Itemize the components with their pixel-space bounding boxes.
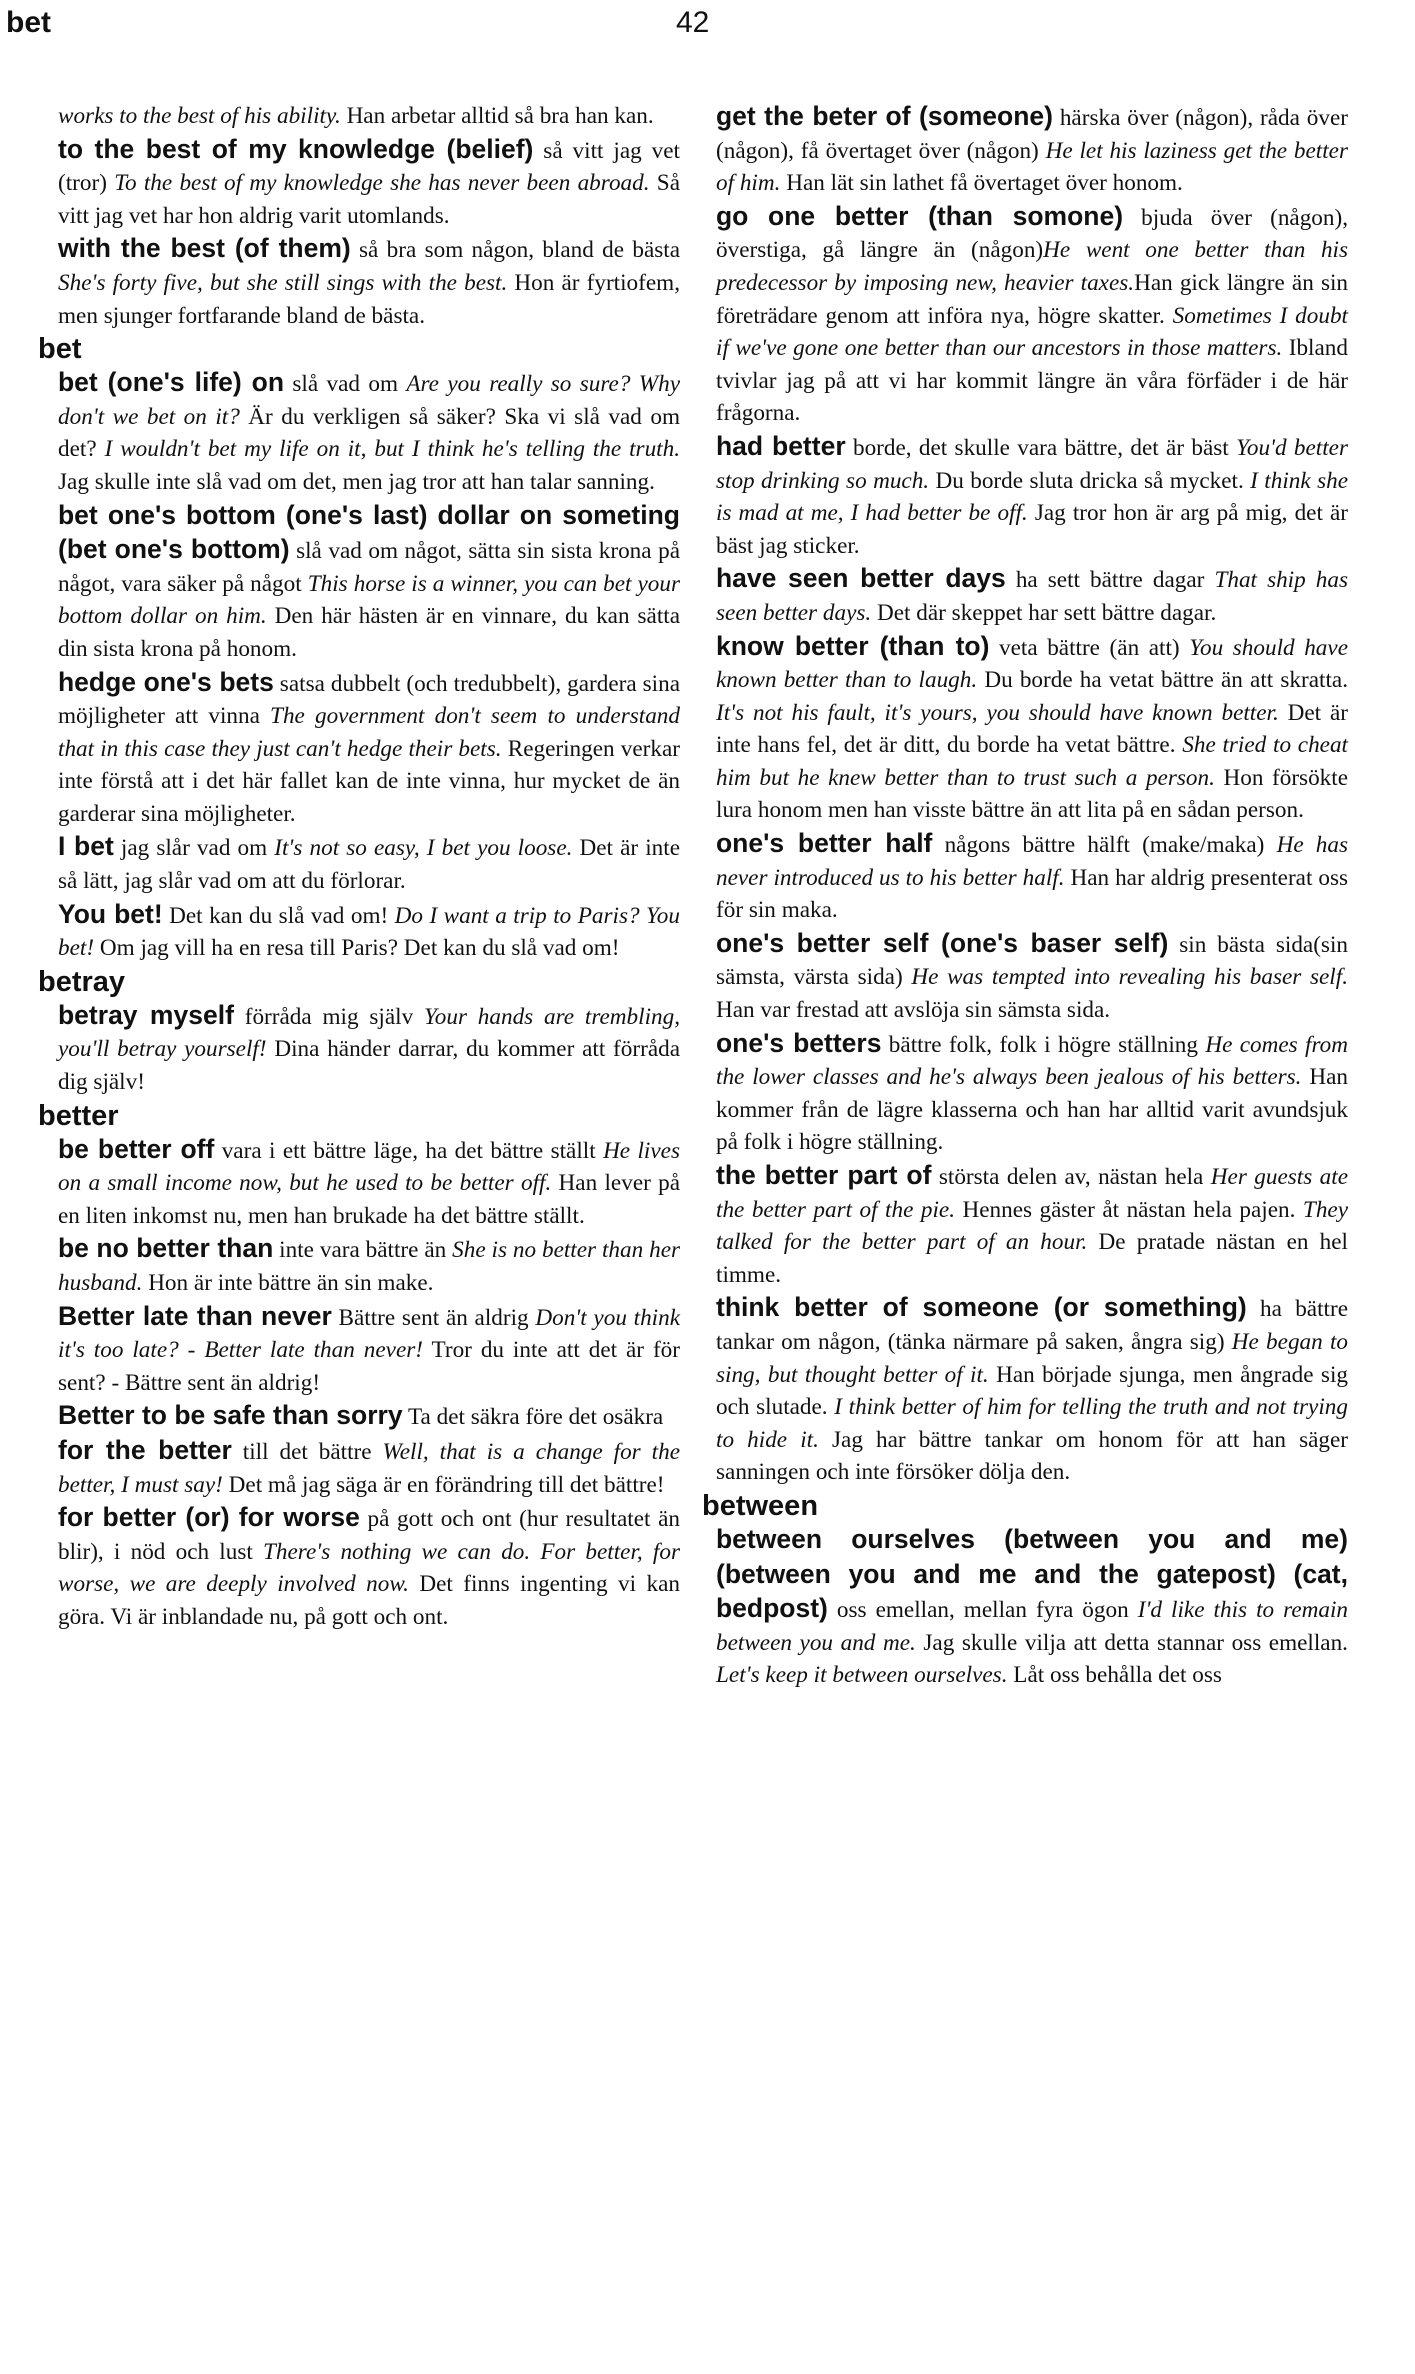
entry-definition: ha bättre tankar om någon, (tänka närmare på saken, ångra sig) bbox=[716, 1296, 1349, 1355]
entry-phrase: hedge one's bets bbox=[58, 666, 274, 697]
right-column bbox=[702, 100, 1349, 1692]
example-translation: Det är inte så lätt, jag slår vad om att du förlorar. bbox=[58, 835, 680, 895]
example-sentence: Don't you think it's too late? - Better late than never! bbox=[58, 1304, 680, 1364]
example-translation: Hon är inte bättre än sin make. bbox=[142, 1270, 434, 1296]
example-translation: Han var frestad att avslöja sin sämsta sida. bbox=[716, 997, 1111, 1024]
headword: between bbox=[702, 1489, 819, 1522]
entry-definition: sin bästa sida(sin sämsta, värsta sida) bbox=[716, 931, 1348, 991]
example-translation: Han gick längre än sin företrädare genom att införa nya, högre skatter. bbox=[716, 269, 1348, 329]
dictionary-entry bbox=[716, 200, 1348, 430]
entry-definition: ha sett bättre dagar bbox=[1005, 567, 1215, 594]
entry-definition: Det kan du slå vad om! bbox=[162, 902, 395, 929]
entry-definition: härska över (någon), råda över (någon), få övertaget över (någon) bbox=[716, 105, 1348, 164]
example-translation: Han lever på en liten inkomst nu, men han brukade ha det bättre ställt. bbox=[58, 1170, 681, 1229]
example-sentence: He comes from the lower classes and he's always been jealous of his betters. bbox=[716, 1031, 1348, 1091]
example-sentence: You'd better stop drinking so much. bbox=[716, 434, 1348, 494]
example-sentence: It's not his fault, it's yours, you should have known better. bbox=[716, 699, 1279, 726]
dictionary-entry bbox=[58, 133, 680, 233]
entry-phrase: had better bbox=[716, 430, 846, 461]
example-sentence: He lives on a small income now, but he used to be better off. bbox=[58, 1137, 680, 1197]
entry-definition: så vitt jag vet (tror) bbox=[58, 137, 680, 197]
dictionary-entry bbox=[716, 827, 1348, 927]
entry-definition: förråda mig själv bbox=[233, 1003, 424, 1030]
entry-phrase: one's betters bbox=[716, 1027, 882, 1058]
example-translation: Det där skeppet har sett bättre dagar. bbox=[871, 599, 1217, 626]
entry-phrase: betray myself bbox=[58, 999, 234, 1030]
running-header bbox=[0, 4, 1415, 44]
entry-phrase: to the best of my knowledge (belief) bbox=[58, 133, 534, 164]
example-sentence: Well, that is a change for the better, I must say! bbox=[58, 1438, 680, 1498]
dictionary-entry bbox=[58, 366, 680, 498]
example-sentence: They talked for the better part of an hour. bbox=[716, 1196, 1348, 1256]
example-translation: Tror du inte att det är för sent? - Bättre sent än aldrig! bbox=[58, 1337, 680, 1396]
entry-phrase: go one better (than somone) bbox=[716, 200, 1124, 231]
example-translation: Den här hästen är en vinnare, du kan sätta din sista krona på honom. bbox=[58, 603, 680, 662]
entry-phrase: one's better half bbox=[716, 828, 933, 859]
dictionary-entry bbox=[58, 1232, 680, 1299]
entry-phrase: get the beter of (someone) bbox=[716, 101, 1053, 131]
example-sentence: I wouldn't bet my life on it, but I think he's telling the truth. bbox=[104, 436, 681, 463]
entry-phrase: for the better bbox=[58, 1434, 232, 1465]
example-translation: Han arbetar alltid så bra han kan. bbox=[340, 103, 654, 129]
dictionary-entry bbox=[58, 232, 680, 332]
example-sentence: This horse is a winner, you can bet your bottom dollar on him. bbox=[58, 570, 680, 630]
example-sentence: She's forty five, but she still sings with the best. bbox=[58, 269, 508, 296]
example-sentence: He was tempted into revealing his baser self. bbox=[911, 964, 1348, 991]
entry-definition: någons bättre hälft (make/maka) bbox=[932, 832, 1277, 859]
entry-definition: slå vad om något, sätta sin sista krona på något, vara säker på något bbox=[58, 538, 680, 597]
entry-phrase: bet (one's life) on bbox=[58, 367, 285, 398]
entry-phrase: Better to be safe than sorry bbox=[58, 1400, 403, 1431]
entry-definition: jag slår vad om bbox=[113, 835, 275, 862]
entry-phrase: You bet! bbox=[58, 898, 163, 929]
example-translation: Jag tror hon är arg på mig, det är bäst jag sticker. bbox=[716, 500, 1348, 559]
example-sentence: Your hands are trembling, you'll betray yourself! bbox=[58, 1003, 680, 1063]
entry-definition: Ta det säkra före det osäkra bbox=[402, 1404, 664, 1431]
example-sentence: I'd like this to remain between you and me. bbox=[716, 1597, 1348, 1656]
left-column bbox=[38, 100, 681, 1634]
dictionary-entry bbox=[58, 830, 680, 897]
dictionary-entry bbox=[58, 1300, 680, 1400]
entry-definition: Bättre sent än aldrig bbox=[331, 1304, 536, 1331]
example-sentence: There's nothing we can do. For better, for worse, we are deeply involved now. bbox=[58, 1538, 680, 1598]
headword: betray bbox=[38, 965, 126, 998]
dictionary-entry bbox=[716, 927, 1348, 1027]
entry-phrase: between ourselves (between you and me) (between you and me and the gatepost) (cat, bedpost) bbox=[716, 1523, 1348, 1624]
example-sentence: The government don't seem to understand that in this case they just can't hedge their bets. bbox=[58, 703, 680, 762]
example-sentence: You should have known better than to laugh. bbox=[716, 634, 1348, 694]
entry-definition: bättre folk, folk i högre ställning bbox=[881, 1031, 1206, 1058]
headword: bet bbox=[38, 333, 82, 366]
example-translation: Det må jag säga är en förändring till det bättre! bbox=[222, 1471, 665, 1498]
example-sentence: She tried to cheat him but he knew better than to trust such a person. bbox=[716, 732, 1348, 791]
dictionary-entry bbox=[58, 499, 680, 666]
example-translation: Jag skulle vilja att detta stannar oss emellan. bbox=[915, 1629, 1348, 1656]
headword: better bbox=[38, 1099, 119, 1132]
entry-phrase: one's better self (one's baser self) bbox=[716, 927, 1169, 958]
page-number: 42 bbox=[676, 6, 710, 39]
entry-definition: slå vad om bbox=[284, 371, 407, 398]
dictionary-entry bbox=[716, 630, 1348, 828]
entry-phrase: know better (than to) bbox=[716, 630, 990, 661]
example-translation: Om jag vill ha en resa till Paris? Det kan du slå vad om! bbox=[94, 935, 620, 962]
dictionary-entry bbox=[716, 562, 1348, 629]
entry-phrase: with the best (of them) bbox=[58, 233, 351, 264]
entry-definition: vara i ett bättre läge, ha det bättre ställt bbox=[214, 1137, 604, 1164]
example-sentence: Do I want a trip to Paris? You bet! bbox=[58, 902, 680, 962]
dictionary-entry bbox=[716, 1523, 1348, 1692]
example-translation: Han kommer från de lägre klasserna och han har alltid varit avundsjuk på folk i högre ställning. bbox=[716, 1064, 1348, 1156]
example-translation: Jag har bättre tankar om honom för att han säger sanningen och inte försöker dölja den. bbox=[716, 1426, 1349, 1486]
example-sentence: Are you really so sure? Why don't we bet on it? bbox=[58, 371, 680, 430]
dictionary-entry bbox=[58, 1399, 680, 1434]
example-translation: Du borde ha vetat bättre än att skratta. bbox=[977, 667, 1348, 694]
example-translation: Hon är fyrtiofem, men sjunger fortfarande bland de bästa. bbox=[58, 269, 680, 329]
example-translation: Han har aldrig presenterat oss för sin maka. bbox=[716, 864, 1349, 924]
dictionary-entry bbox=[58, 1434, 680, 1501]
entry-definition: på gott och ont (hur resultatet än blir), i nöd och lust bbox=[58, 1506, 680, 1565]
entry-phrase: have seen better days bbox=[716, 563, 1006, 594]
entry-definition: största delen av, nästan hela bbox=[931, 1164, 1211, 1190]
dictionary-entry bbox=[716, 430, 1348, 562]
example-translation: De pratade nästan en hel timme. bbox=[716, 1229, 1348, 1288]
dictionary-entry bbox=[58, 1501, 680, 1633]
example-sentence: That ship has seen better days. bbox=[716, 567, 1348, 626]
example-translation: Så vitt jag vet har hon aldrig varit utomlands. bbox=[58, 170, 680, 229]
dictionary-entry bbox=[58, 666, 680, 831]
example-translation: Regeringen verkar inte förstå att i det här fallet kan de inte vinna, hur mycket de än garderar sina möjligheter. bbox=[58, 735, 680, 827]
example-sentence: Let's keep it between ourselves. bbox=[716, 1662, 1008, 1689]
dictionary-entry bbox=[716, 1291, 1348, 1489]
example-translation: Ibland tvivlar jag på att vi har kommit längre än våra förfäder i de här frågorna. bbox=[716, 335, 1348, 427]
entry-definition: borde, det skulle vara bättre, det är bäst bbox=[845, 434, 1237, 461]
example-sentence: works to the best of his ability. bbox=[58, 103, 341, 129]
entry-definition: så bra som någon, bland de bästa bbox=[350, 237, 680, 264]
example-translation: Han började sjunga, men ångrade sig och slutade. bbox=[716, 1361, 1348, 1421]
example-sentence: He has never introduced us to his better half. bbox=[716, 832, 1349, 891]
example-translation: Det är inte hans fel, det är ditt, du borde ha vetat bättre. bbox=[716, 699, 1348, 759]
continued-entry bbox=[58, 100, 680, 133]
example-sentence: He began to sing, but thought better of it. bbox=[716, 1328, 1348, 1388]
example-translation: Han lät sin lathet få övertaget över honom. bbox=[780, 170, 1183, 197]
dictionary-entry bbox=[58, 898, 680, 965]
entry-phrase: be no better than bbox=[58, 1233, 274, 1264]
entry-phrase: I bet bbox=[58, 831, 114, 862]
example-translation: Det finns ingenting vi kan göra. Vi är inblandade nu, på gott och ont. bbox=[58, 1571, 680, 1630]
example-translation: Hon försökte lura honom men han visste bättre än att lita på en sådan person. bbox=[716, 764, 1348, 824]
dictionary-entry bbox=[716, 100, 1348, 200]
example-sentence: It's not so easy, I bet you loose. bbox=[274, 835, 573, 862]
entry-definition: bjuda över (någon), överstiga, gå längre än (någon) bbox=[716, 204, 1349, 264]
example-translation: Är du verkligen så säker? Ska vi slå vad om det? bbox=[58, 403, 680, 463]
example-sentence: He went one better than his predecessor by imposing new, heavier taxes. bbox=[716, 237, 1349, 296]
example-sentence: She is no better than her husband. bbox=[58, 1237, 681, 1296]
example-sentence: He let his laziness get the better of him. bbox=[716, 137, 1348, 197]
entry-definition: inte vara bättre än bbox=[273, 1237, 453, 1264]
dictionary-entry bbox=[58, 1133, 680, 1233]
entry-phrase: Better late than never bbox=[58, 1300, 332, 1331]
entry-phrase: the better part of bbox=[716, 1160, 932, 1190]
example-translation: Jag skulle inte slå vad om det, men jag tror att han talar sanning. bbox=[58, 468, 655, 495]
entry-phrase: for better (or) for worse bbox=[58, 1502, 360, 1533]
entry-phrase: be better off bbox=[58, 1133, 215, 1164]
dictionary-entry bbox=[58, 999, 680, 1099]
example-sentence: To the best of my knowledge she has never been abroad. bbox=[114, 170, 650, 197]
entry-phrase: bet one's bottom (one's last) dollar on someting (bet one's bottom) bbox=[58, 499, 680, 565]
example-sentence: Her guests ate the better part of the pie. bbox=[716, 1164, 1348, 1223]
example-translation: Hennes gäster åt nästan hela pajen. bbox=[955, 1196, 1303, 1223]
example-sentence: I think better of him for telling the truth and not trying to hide it. bbox=[716, 1394, 1348, 1453]
entry-definition: veta bättre (än att) bbox=[989, 634, 1190, 661]
dictionary-entry bbox=[716, 1159, 1348, 1291]
entry-definition: oss emellan, mellan fyra ögon bbox=[827, 1597, 1138, 1624]
dictionary-entry bbox=[716, 1027, 1348, 1159]
example-translation: Du borde sluta dricka så mycket. bbox=[929, 467, 1251, 494]
example-translation: Dina händer darrar, du kommer att förråda dig själv! bbox=[58, 1036, 680, 1096]
example-sentence: I think she is mad at me, I had better be off. bbox=[716, 467, 1348, 527]
entry-definition: till det bättre bbox=[231, 1438, 383, 1465]
example-translation: Låt oss behålla det oss bbox=[1007, 1662, 1222, 1689]
example-sentence: Sometimes I doubt if we've gone one better than our ancestors in those matters. bbox=[716, 302, 1348, 362]
header-headword: bet bbox=[6, 6, 51, 39]
entry-phrase: think better of someone (or something) bbox=[716, 1292, 1247, 1323]
entry-definition: satsa dubbelt (och tredubbelt), gardera sina möjligheter att vinna bbox=[58, 670, 680, 730]
